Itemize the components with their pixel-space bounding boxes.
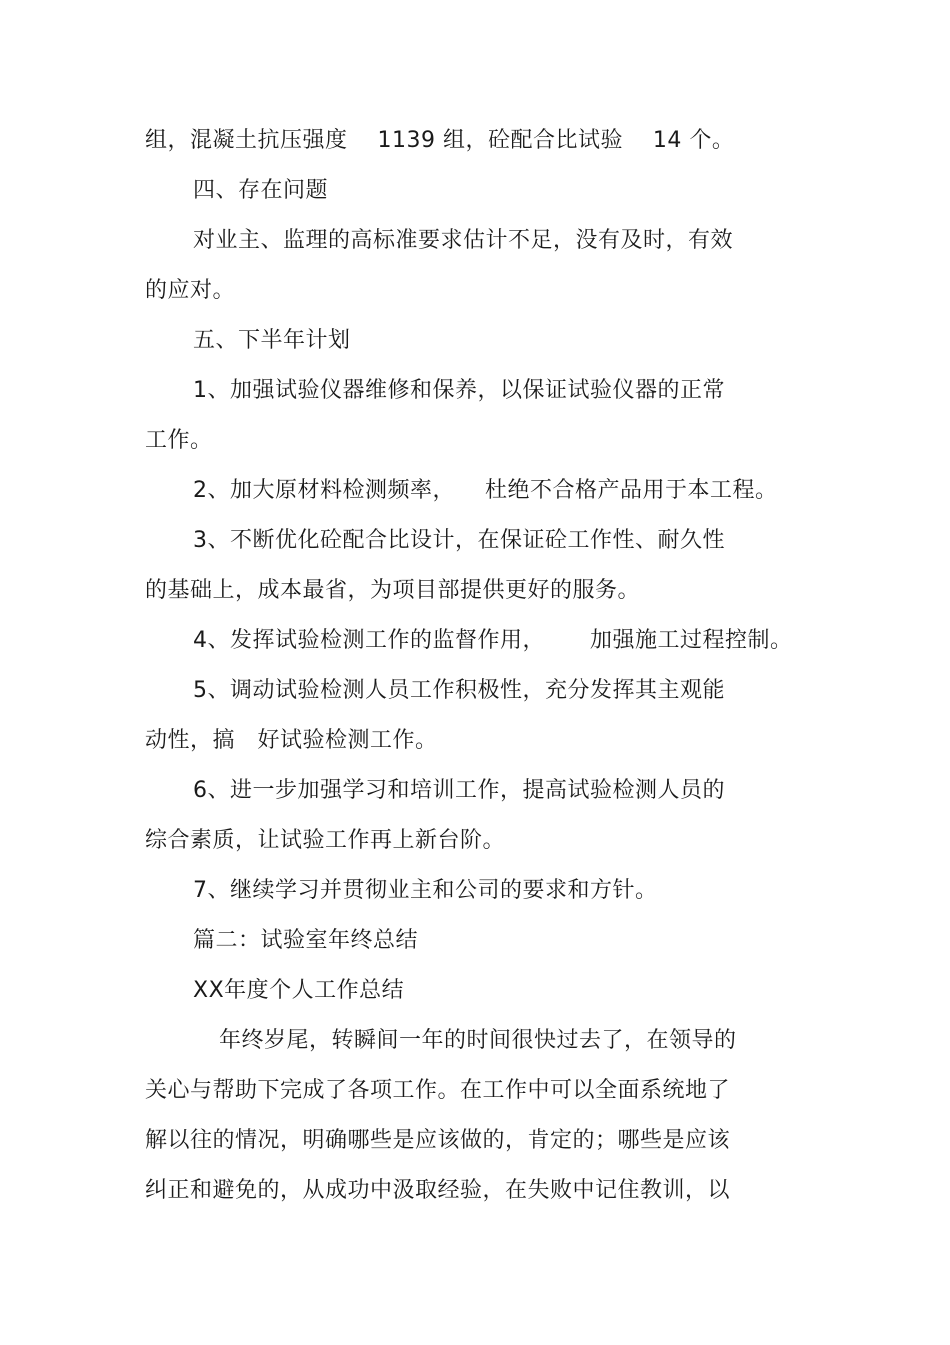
paragraph-line: 的应对。 xyxy=(145,278,236,303)
paragraph-line: 组，混凝土抗压强度 1139 组，砼配合比试验 14 个。 xyxy=(145,128,735,153)
paragraph-line: 动性，搞 好试验检测工作。 xyxy=(145,728,438,753)
list-item: 6、进一步加强学习和培训工作，提高试验检测人员的 xyxy=(193,778,725,803)
paragraph-line: 关心与帮助下完成了各项工作。在工作中可以全面系统地了 xyxy=(145,1078,731,1103)
list-item: 1、加强试验仪器维修和保养，以保证试验仪器的正常 xyxy=(193,378,725,403)
section-heading: 五、下半年计划 xyxy=(193,328,351,353)
list-item: 4、发挥试验检测工作的监督作用， 加强施工过程控制。 xyxy=(193,628,793,653)
section-heading: 四、存在问题 xyxy=(193,178,329,203)
paragraph-line: 纠正和避免的，从成功中汲取经验，在失败中记住教训，以 xyxy=(145,1178,731,1203)
paragraph-line: 解以往的情况，明确哪些是应该做的，肯定的；哪些是应该 xyxy=(145,1128,731,1153)
list-item: 7、继续学习并贯彻业主和公司的要求和方针。 xyxy=(193,878,658,903)
paragraph-line: 综合素质，让试验工作再上新台阶。 xyxy=(145,828,506,853)
chapter-heading: 篇二：试验室年终总结 xyxy=(193,928,419,953)
paragraph-line: 的基础上，成本最省，为项目部提供更好的服务。 xyxy=(145,578,641,603)
paragraph-line: 年终岁尾，转瞬间一年的时间很快过去了，在领导的 xyxy=(219,1028,737,1053)
paragraph-line: 对业主、监理的高标准要求估计不足，没有及时，有效 xyxy=(193,228,734,253)
list-item: 5、调动试验检测人员工作积极性，充分发挥其主观能 xyxy=(193,678,725,703)
list-item: 3、不断优化砼配合比设计，在保证砼工作性、耐久性 xyxy=(193,528,725,553)
list-item: 2、加大原材料检测频率， 杜绝不合格产品用于本工程。 xyxy=(193,478,778,503)
paragraph-line: 工作。 xyxy=(145,428,213,453)
article-title: XX年度个人工作总结 xyxy=(193,978,405,1003)
